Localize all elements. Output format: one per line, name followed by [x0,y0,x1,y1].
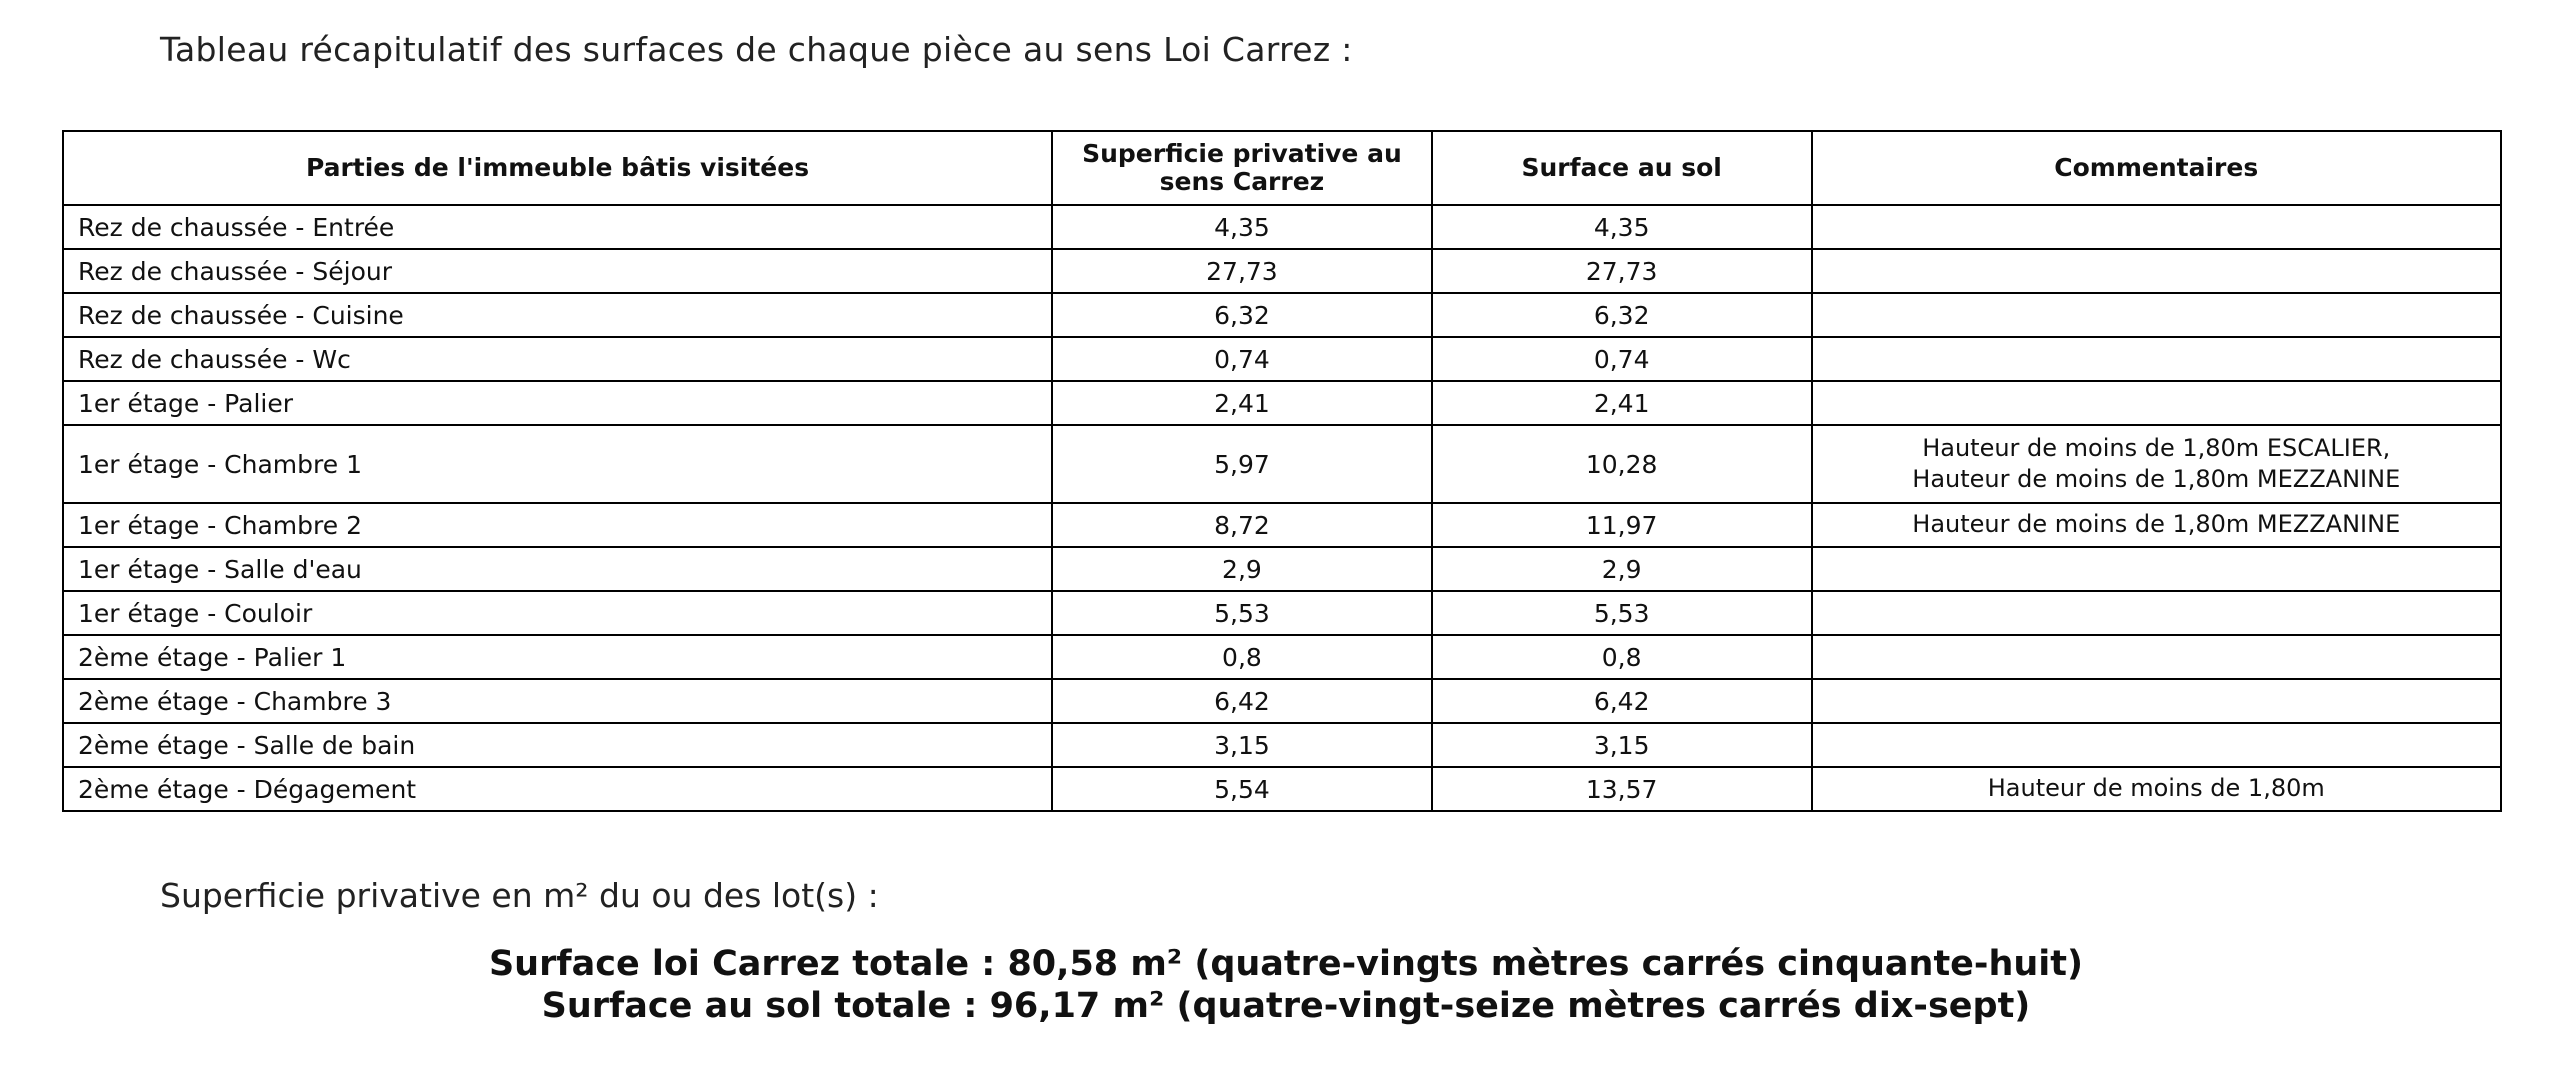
table-row [63,337,2501,381]
cell-piece: Rez de chaussée - Séjour [63,249,1052,293]
table-header-row [63,131,2501,205]
table-row [63,679,2501,723]
cell-piece: 1er étage - Chambre 1 [63,425,1052,503]
cell-sol: 6,42 [1432,679,1812,723]
cell-comment: Hauteur de moins de 1,80m MEZZANINE [1812,503,2501,547]
cell-comment [1812,337,2501,381]
total-carrez: Surface loi Carrez totale : 80,58 m² (quatre-vingts mètres carrés cinquante-huit) [488,944,2084,984]
cell-piece: 2ème étage - Dégagement [63,767,1052,811]
cell-sol: 6,32 [1432,293,1812,337]
cell-carrez: 6,42 [1052,679,1432,723]
cell-comment [1812,205,2501,249]
cell-piece: 2ème étage - Salle de bain [63,723,1052,767]
header-carrez: Superficie privative au sens Carrez [1052,131,1432,205]
cell-piece: 1er étage - Couloir [63,591,1052,635]
cell-sol: 11,97 [1432,503,1812,547]
cell-sol: 3,15 [1432,723,1812,767]
cell-sol: 4,35 [1432,205,1812,249]
table-row [63,591,2501,635]
cell-piece: 2ème étage - Chambre 3 [63,679,1052,723]
cell-sol: 10,28 [1432,425,1812,503]
table-row [63,249,2501,293]
cell-carrez: 4,35 [1052,205,1432,249]
table-row [63,635,2501,679]
cell-carrez: 3,15 [1052,723,1432,767]
cell-sol: 0,8 [1432,635,1812,679]
cell-piece: 1er étage - Palier [63,381,1052,425]
surfaces-table [62,130,2502,812]
table-intro: Tableau récapitulatif des surfaces de chaque pièce au sens Loi Carrez : [160,30,1353,69]
cell-comment [1812,249,2501,293]
summary-label: Superficie privative en m² du ou des lot(s) : [160,876,879,915]
cell-piece: Rez de chaussée - Wc [63,337,1052,381]
comment-line: Hauteur de moins de 1,80m MEZZANINE [1912,465,2401,493]
cell-carrez: 2,41 [1052,381,1432,425]
cell-comment [1812,591,2501,635]
table-row [63,205,2501,249]
cell-piece: 1er étage - Salle d'eau [63,547,1052,591]
cell-carrez: 2,9 [1052,547,1432,591]
table-row [63,503,2501,547]
cell-comment [1812,679,2501,723]
header-sol: Surface au sol [1432,131,1812,205]
cell-carrez: 5,53 [1052,591,1432,635]
cell-comment [1812,381,2501,425]
cell-sol: 27,73 [1432,249,1812,293]
header-piece: Parties de l'immeuble bâtis visitées [63,131,1052,205]
cell-comment [1812,547,2501,591]
table-row [63,293,2501,337]
cell-sol: 2,9 [1432,547,1812,591]
total-sol: Surface au sol totale : 96,17 m² (quatre-vingt-seize mètres carrés dix-sept) [541,986,2031,1026]
table-row [63,381,2501,425]
cell-comment [1812,723,2501,767]
table-row [63,767,2501,811]
cell-carrez: 8,72 [1052,503,1432,547]
table-row [63,547,2501,591]
cell-comment [1812,635,2501,679]
header-commentaires: Commentaires [1812,131,2501,205]
cell-sol: 0,74 [1432,337,1812,381]
cell-piece: 2ème étage - Palier 1 [63,635,1052,679]
cell-carrez: 0,74 [1052,337,1432,381]
cell-sol: 2,41 [1432,381,1812,425]
cell-carrez: 5,97 [1052,425,1432,503]
cell-carrez: 5,54 [1052,767,1432,811]
cell-piece: Rez de chaussée - Cuisine [63,293,1052,337]
cell-carrez: 6,32 [1052,293,1432,337]
cell-carrez: 27,73 [1052,249,1432,293]
cell-comment [1812,293,2501,337]
cell-piece: 1er étage - Chambre 2 [63,503,1052,547]
cell-comment [1812,425,2501,503]
table-row [63,425,2501,503]
cell-comment: Hauteur de moins de 1,80m [1812,767,2501,811]
table-row [63,723,2501,767]
cell-sol: 5,53 [1432,591,1812,635]
cell-piece: Rez de chaussée - Entrée [63,205,1052,249]
comment-line: Hauteur de moins de 1,80m ESCALIER, [1922,433,2391,462]
cell-sol: 13,57 [1432,767,1812,811]
cell-carrez: 0,8 [1052,635,1432,679]
